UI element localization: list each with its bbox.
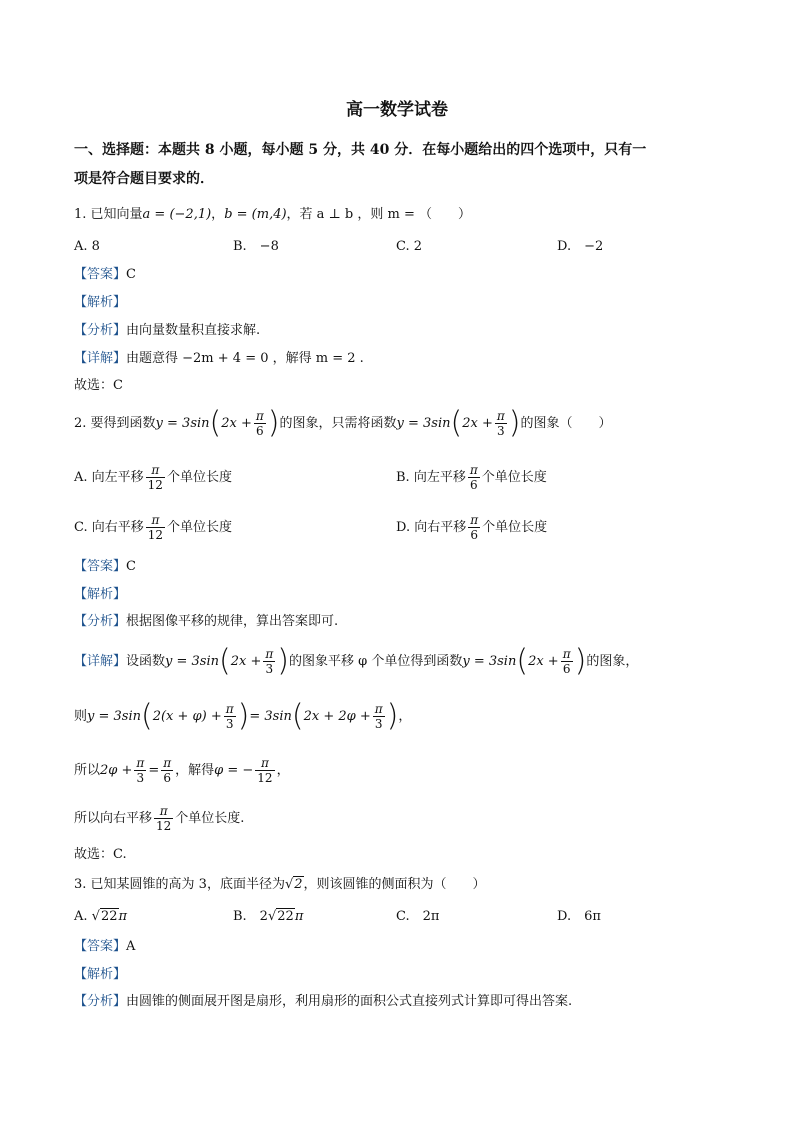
q3-option-b-prefix: B. 2 (233, 909, 268, 924)
q3-radicand: 2 (294, 877, 303, 892)
q2-line3-lhs: 2φ + (100, 763, 133, 778)
fraction-denominator: 6 (256, 424, 264, 438)
fenxi-tag: 【分析】 (74, 994, 127, 1009)
section-heading-line1: 一、选择题：本题共 8 小题，每小题 5 分，共 40 分．在每小题给出的四个选项中，只有一 (74, 142, 647, 158)
q1-option-b: B. −8 (233, 239, 279, 254)
q2-line2-inner-b: 2x + 2φ + (303, 709, 371, 724)
q3-stem (74, 876, 486, 894)
q2-detail-line2: 则y = 3sin(2(x + φ) + $\frac{\pi}{3}$ )= 3sin(2x + 2φ + $\frac{\pi}{3}$ )， (74, 698, 412, 734)
q2-detail-mid: 的图象平移 φ 个单位得到函数 (288, 654, 463, 669)
q2-option-b-prefix: B. 向左平移 (396, 470, 466, 485)
q3-option-a-prefix: A. (74, 909, 88, 924)
fraction-denominator: 12 (147, 478, 163, 492)
q2-func1-lead: y = 3sin (155, 416, 210, 431)
q2-line2-inner-a: 2(x + φ) + (152, 709, 222, 724)
q2-option-d-prefix: D. 向右平移 (396, 520, 467, 535)
q1-choose: 故选：C (74, 378, 123, 393)
q1-answer-value: C (126, 267, 136, 282)
q1-detail-text: 由题意得 −2m + 4 = 0 ，解得 m = 2 . (126, 351, 364, 366)
fraction-numerator: π (496, 409, 505, 423)
q2-option-a-prefix: A. 向左平移 (74, 470, 144, 485)
fraction-denominator: 12 (147, 528, 164, 542)
fraction-pi-12 (146, 513, 165, 542)
q2-line3-prefix: 所以 (74, 763, 101, 778)
q2-line3-equals: = (148, 763, 160, 778)
q1-option-c: C. 2 (396, 239, 423, 254)
fraction-pi-6 (254, 409, 266, 438)
q1-condition: ，若 a ⊥ b ，则 m = （ ） (286, 207, 471, 222)
fraction-denominator: 6 (562, 662, 571, 676)
q1-fenxi-text: 由向量数量积直接求解. (126, 323, 261, 338)
fraction-denominator: 6 (470, 528, 478, 542)
q2-line4-suffix: 个单位长度. (175, 811, 245, 826)
fraction-numerator: π (154, 804, 173, 819)
q2-answer-value: C (126, 559, 136, 574)
q3-stem-text: 3. 已知某圆锥的高为 3，底面半径为 (74, 877, 285, 892)
answer-tag: 【答案】 (74, 939, 127, 954)
fraction-numerator: π (225, 702, 234, 716)
fraction-numerator: π (255, 409, 264, 423)
fraction-pi-6 (468, 463, 480, 492)
q1-stem: 1. 已知向量a = (−2,1)，b = (m,4)，若 a ⊥ b ，则 m = （ ） (74, 207, 471, 222)
q3-option-b-pi: π (294, 909, 304, 924)
q2-line3-end: ， (276, 763, 290, 778)
sqrt-symbol: √ (91, 909, 100, 924)
fraction-numerator: π (255, 756, 274, 771)
q1-answer (74, 266, 136, 284)
q1-detail (74, 350, 364, 368)
q2-func2-lead: y = 3sin (396, 416, 451, 431)
fraction-numerator: π (146, 463, 165, 478)
fraction-numerator: π (470, 513, 479, 527)
answer-tag: 【答案】 (74, 267, 127, 282)
fraction-denominator: 3 (136, 771, 145, 785)
q3-answer-value: A (126, 939, 136, 954)
fraction-denominator: 6 (163, 771, 171, 785)
q1-analysis-tag: 【解析】 (74, 295, 127, 310)
q2-option-d (396, 512, 547, 544)
q2-line2-func-a: y = 3sin (87, 709, 141, 724)
q2-option-c-suffix: 个单位长度 (167, 520, 233, 535)
q2-line2-func-b: = 3sin (249, 709, 292, 724)
q2-option-a (74, 462, 232, 494)
fraction-numerator: π (374, 702, 383, 716)
fraction-pi-3 (373, 702, 385, 731)
q2-option-c-prefix: C. 向右平移 (74, 520, 144, 535)
fraction-denominator: 12 (257, 771, 273, 785)
q3-option-a (74, 908, 127, 926)
q2-detail-prefix: 设函数 (126, 654, 166, 669)
q2-stem-suffix: 的图象（ ） (520, 416, 612, 431)
q2-line4-prefix: 所以向右平移 (74, 811, 153, 826)
q1-option-a: A. 8 (74, 239, 100, 254)
q2-detail-func-b: y = 3sin (462, 654, 517, 669)
q3-answer (74, 938, 135, 956)
fraction-numerator: π (163, 756, 172, 770)
fraction-denominator: 3 (225, 717, 234, 731)
q1-option-d: D. −2 (557, 239, 604, 254)
q3-option-c: C. 2π (396, 909, 440, 924)
sqrt-symbol: √ (284, 877, 294, 892)
fraction-pi-12 (154, 804, 173, 833)
q2-line3-mid: ，解得 (175, 763, 215, 778)
fraction-denominator: 6 (469, 478, 478, 492)
q1-stem-prefix: 1. 已知向量 (74, 207, 143, 222)
q2-detail-inner-b: 2x + (528, 654, 559, 669)
q2-detail-suffix: 的图象， (586, 654, 639, 669)
q2-option-d-suffix: 个单位长度 (482, 520, 548, 535)
fraction-pi-6 (161, 756, 173, 785)
section-heading-line2: 项是符合题目要求的． (74, 171, 214, 187)
fraction-numerator: π (136, 756, 145, 770)
q1-vector-b: b = (m,4) (224, 207, 287, 222)
q2-choose: 故选：C. (74, 847, 127, 862)
fraction-pi-12 (146, 463, 165, 492)
fraction-pi-6 (468, 513, 480, 542)
answer-tag: 【答案】 (74, 559, 127, 574)
fraction-denominator: 3 (496, 424, 505, 438)
fraction-denominator: 3 (265, 662, 274, 676)
q2-option-c (74, 512, 232, 544)
q2-func2-inner: 2x + (462, 416, 493, 431)
q3-option-b-radicand: 22 (277, 909, 294, 924)
q3-fenxi-text: 由圆锥的侧面展开图是扇形，利用扇形的面积公式直接列式计算即可得出答案. (126, 994, 573, 1009)
detail-tag: 【详解】 (74, 654, 127, 669)
q2-stem-mid: 的图象，只需将函数 (279, 416, 397, 431)
q2-detail-inner-a: 2x + (230, 654, 262, 669)
q2-analysis-tag: 【解析】 (74, 587, 127, 602)
q2-func1-inner: 2x + (221, 416, 252, 431)
fraction-pi-6 (561, 647, 573, 676)
fraction-numerator: π (562, 647, 571, 661)
fraction-pi-3 (263, 647, 275, 676)
q2-fenxi-text: 根据图像平移的规律，算出答案即可. (126, 614, 339, 629)
q2-detail-line3 (74, 755, 290, 787)
fraction-numerator: π (265, 647, 274, 661)
q2-line2-end: ， (398, 709, 412, 724)
q2-line3-result: φ = − (214, 763, 254, 778)
q2-option-b-suffix: 个单位长度 (481, 470, 547, 485)
fenxi-tag: 【分析】 (74, 614, 127, 629)
q3-option-a-pi: π (118, 909, 128, 924)
q2-detail-line1: 【详解】设函数y = 3sin(2x + $\frac{\pi}{3}$ )的图象平移 φ 个单位得到函数y = 3sin(2x + $\frac{\pi}{6}$ )的图象， (74, 643, 639, 679)
page-title: 高一数学试卷 (346, 100, 448, 120)
q2-line2-prefix: 则 (74, 709, 88, 724)
fraction-numerator: π (469, 463, 478, 477)
q3-stem-suffix: ，则该圆锥的侧面积为（ ） (303, 877, 486, 892)
q1-vector-a: a = (−2,1) (142, 207, 212, 222)
q2-detail-line4 (74, 803, 244, 835)
q2-fenxi (74, 613, 338, 631)
q2-stem: 2. 要得到函数y = 3sin(2x + $\frac{\pi}{6}$ )的图象，只需将函数y = 3sin(2x + $\frac{\pi}{3}$ )的图象（ ） (74, 405, 612, 441)
q2-option-a-suffix: 个单位长度 (166, 470, 232, 485)
q2-option-b (396, 462, 547, 494)
fraction-denominator: 12 (156, 819, 172, 833)
fenxi-tag: 【分析】 (74, 323, 127, 338)
q2-detail-func-a: y = 3sin (165, 654, 220, 669)
q1-fenxi (74, 322, 260, 340)
fraction-numerator: π (146, 513, 165, 528)
fraction-pi-3 (224, 702, 236, 731)
q3-analysis-tag: 【解析】 (74, 967, 127, 982)
sqrt-symbol: √ (267, 909, 277, 924)
q2-stem-prefix: 2. 要得到函数 (74, 416, 156, 431)
detail-tag: 【详解】 (74, 351, 127, 366)
q3-fenxi (74, 993, 572, 1011)
q3-option-b (233, 908, 303, 926)
q3-option-a-radicand: 22 (100, 909, 118, 924)
q3-option-d: D. 6π (557, 909, 601, 924)
q2-answer (74, 558, 136, 576)
fraction-denominator: 3 (374, 717, 383, 731)
fraction-pi-12 (255, 756, 274, 785)
fraction-pi-3 (495, 409, 507, 438)
fraction-pi-3 (134, 756, 146, 785)
